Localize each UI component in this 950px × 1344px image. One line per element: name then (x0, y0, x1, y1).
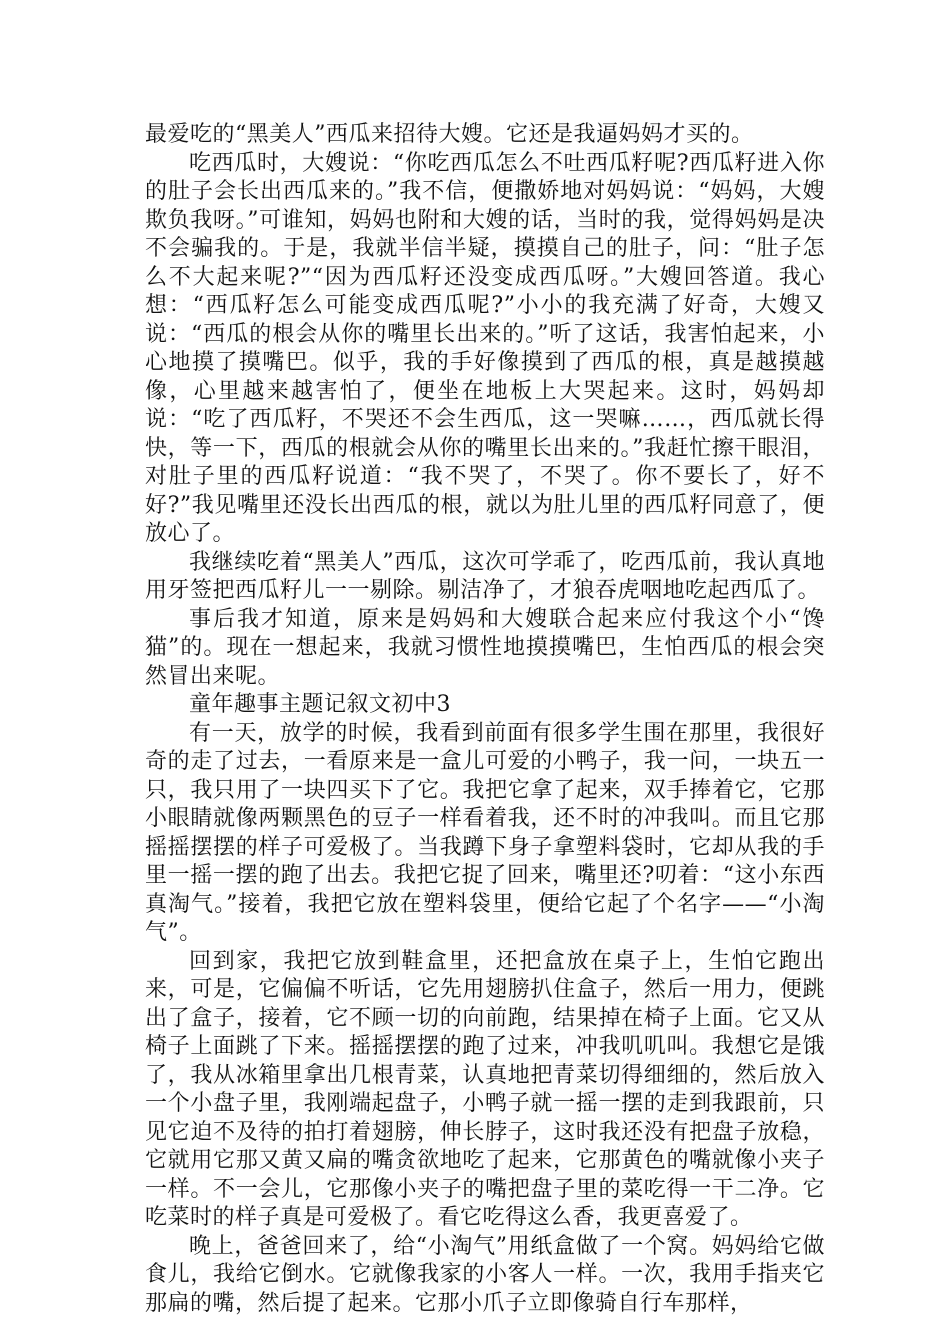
paragraph-duckling: 有一天，放学的时候，我看到前面有很多学生围在那里，我很好奇的走了过去，一看原来是一盒儿可爱的小鸭子，我一问，一块五一只，我只用了一块四买下了它。我把它拿了起来，双手捧着它，它那小眼睛就像两颗黑色的豆子一样看着我，还不时的冲我叫。而且它那摇摇摆摆的样子可爱极了。当我蹲下身子拿塑料袋时，它却从我的手里一摇一摆的跑了出去。我把它捉了回来，嘴里还?叨着：“这小东西真淘气。”接着，我把它放在塑料袋里，便给它起了个名字——“小淘气”。 (145, 720, 825, 945)
paragraph-afterwards: 事后我才知道，原来是妈妈和大嫂联合起来应付我这个小“馋猫”的。现在一想起来，我就习惯性地摸摸嘴巴，生怕西瓜的根会突然冒出来呢。 (145, 606, 825, 689)
paragraph-continue-eating: 我继续吃着“黑美人”西瓜，这次可学乖了，吃西瓜前，我认真地用牙签把西瓜籽儿一一剔除。剔洁净了，才狼吞虎咽地吃起西瓜了。 (145, 549, 825, 603)
section-heading: 童年趣事主题记叙文初中3 (189, 692, 451, 717)
paragraph-watermelon-seeds: 吃西瓜时，大嫂说：“你吃西瓜怎么不吐西瓜籽呢?西瓜籽进入你的肚子会长出西瓜来的。”我不信，便撒娇地对妈妈说：“妈妈，大嫂欺负我呀。”可谁知，妈妈也附和大嫂的话，当时的我，觉得妈妈是决不会骗我的。于是，我就半信半疑，摸摸自己的肚子，问：“肚子怎么不大起来呢?”“因为西瓜籽还没变成西瓜呀。”大嫂回答道。我心想：“西瓜籽怎么可能变成西瓜呢?”小小的我充满了好奇，大嫂又说：“西瓜的根会从你的嘴里长出来的。”听了这话，我害怕起来，小心地摸了摸嘴巴。似乎，我的手好像摸到了西瓜的根，真是越摸越像，心里越来越害怕了，便坐在地板上大哭起来。这时，妈妈却说：“吃了西瓜籽，不哭还不会生西瓜，这一哭嘛……，西瓜就长得快，等一下，西瓜的根就会从你的嘴里长出来的。”我赶忙擦干眼泪，对肚子里的西瓜籽说道：“我不哭了，不哭了。你不要长了，好不好?”我见嘴里还没长出西瓜的根，就以为肚儿里的西瓜籽同意了，便放心了。 (145, 150, 825, 546)
paragraph-evening: 晚上，爸爸回来了，给“小淘气”用纸盒做了一个窝。妈妈给它做食儿，我给它倒水。它就像我家的小客人一样。一次，我用手指夹它那扁的嘴，然后提了起来。它那小爪子立即像骑自行车那样， (145, 1233, 825, 1316)
document-body (145, 121, 825, 1318)
paragraph-back-home: 回到家，我把它放到鞋盒里，还把盒放在桌子上，生怕它跑出来，可是，它偏偏不听话，它先用翅膀扒住盒子，然后一用力，便跳出了盒子，接着，它不顾一切的向前跑，结果掉在椅子上面。它又从椅子上面跳了下来。摇摇摆摆的跑了过来，冲我叽叽叫。我想它是饿了，我从冰箱里拿出几根青菜，认真地把青菜切得细细的，然后放入一个小盘子里，我刚端起盘子，小鸭子就一摇一摆的走到我跟前，只见它迫不及待的拍打着翅膀，伸长脖子，这时我还没有把盘子放稳，它就用它那又黄又扁的嘴贪欲地吃了起来，它那黄色的嘴就像小夹子一样。不一会儿，它那像小夹子的嘴把盘子里的菜吃得一干二净。它吃菜时的样子真是可爱极了。看它吃得这么香，我更喜爱了。 (145, 948, 825, 1230)
paragraph-continuation: 最爱吃的“黑美人”西瓜来招待大嫂。它还是我逼妈妈才买的。 (145, 122, 754, 147)
